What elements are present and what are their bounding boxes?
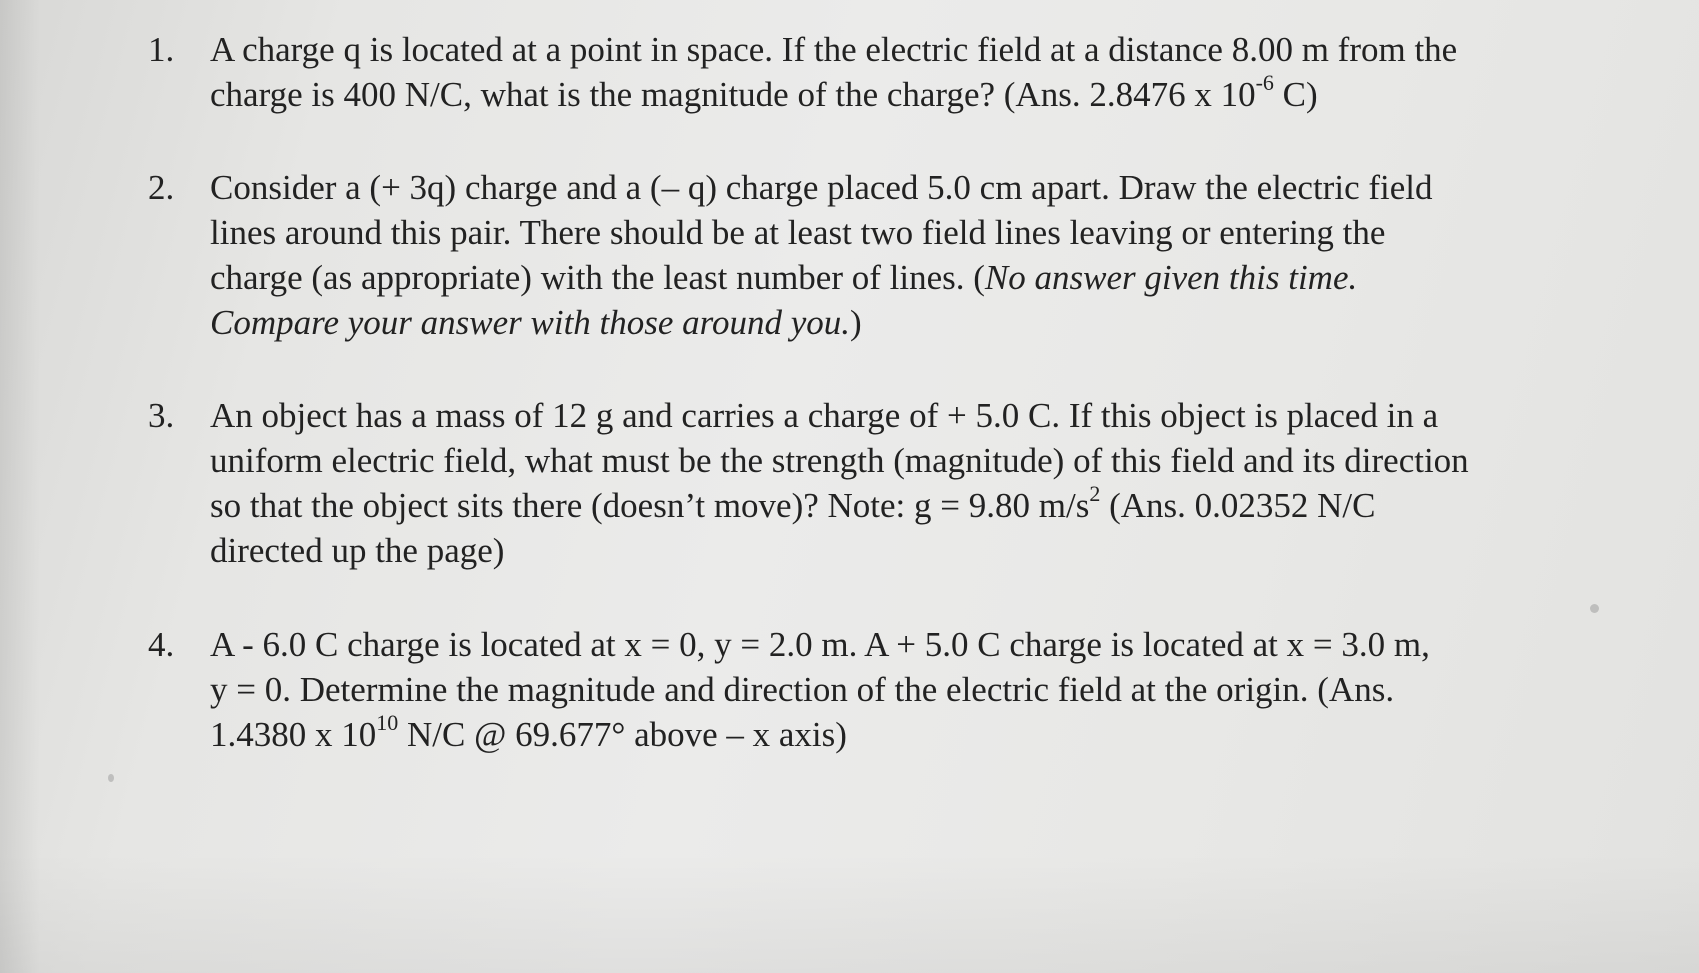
problem-line: y = 0. Determine the magnitude and direction of the electric field at the origin. (Ans.	[210, 670, 1395, 709]
italic-text: No answer given this time.	[984, 258, 1358, 297]
exponent: 10	[376, 710, 399, 736]
problem-line: A charge q is located at a point in space. If the electric field at a distance 8.00 m from the	[210, 30, 1458, 69]
problem-text	[210, 165, 1690, 345]
problem-text	[210, 622, 1690, 757]
text-segment: 1.4380 x 10	[210, 715, 377, 754]
problem-line: uniform electric field, what must be the strength (magnitude) of this field and its direction	[210, 441, 1469, 480]
problem-line	[210, 712, 1690, 757]
problem-line	[210, 483, 1690, 528]
text-segment: )	[850, 303, 862, 342]
dust-speck	[1590, 604, 1599, 613]
problem-number: 2.	[148, 168, 175, 207]
problem-number: 3.	[148, 396, 175, 435]
problem-line	[210, 255, 1690, 300]
text-segment: (Ans. 0.02352 N/C	[1100, 486, 1376, 525]
problem-number: 4.	[148, 625, 175, 664]
exponent: -6	[1255, 70, 1274, 96]
problem-line	[210, 300, 1690, 345]
problem-text	[210, 393, 1690, 573]
page-shadow-bottom	[0, 853, 1699, 973]
text-segment: charge (as appropriate) with the least number of lines. (	[210, 258, 985, 297]
italic-text: Compare your answer with those around you.	[210, 303, 851, 342]
problem-line: Consider a (+ 3q) charge and a (– q) charge placed 5.0 cm apart. Draw the electric field	[210, 168, 1433, 207]
page-shadow-left	[0, 0, 40, 973]
dust-speck	[108, 774, 114, 782]
problem-number: 1.	[148, 30, 175, 69]
problem-line: A - 6.0 C charge is located at x = 0, y = 2.0 m. A + 5.0 C charge is located at x = 3.0 m,	[210, 625, 1430, 664]
problem-line: lines around this pair. There should be at least two field lines leaving or entering the	[210, 213, 1386, 252]
text-segment: N/C @ 69.677° above – x axis)	[398, 715, 847, 754]
problem-line	[210, 72, 1690, 117]
problem-text	[210, 27, 1690, 117]
problem-line: An object has a mass of 12 g and carries a charge of + 5.0 C. If this object is placed in a	[210, 396, 1439, 435]
problem-line: directed up the page)	[210, 531, 505, 570]
exponent: 2	[1089, 481, 1101, 507]
text-segment: C)	[1273, 75, 1318, 114]
text-segment: so that the object sits there (doesn’t move)? Note: g = 9.80 m/s	[210, 486, 1090, 525]
text-segment: charge is 400 N/C, what is the magnitude of the charge? (Ans. 2.8476 x 10	[210, 75, 1256, 114]
